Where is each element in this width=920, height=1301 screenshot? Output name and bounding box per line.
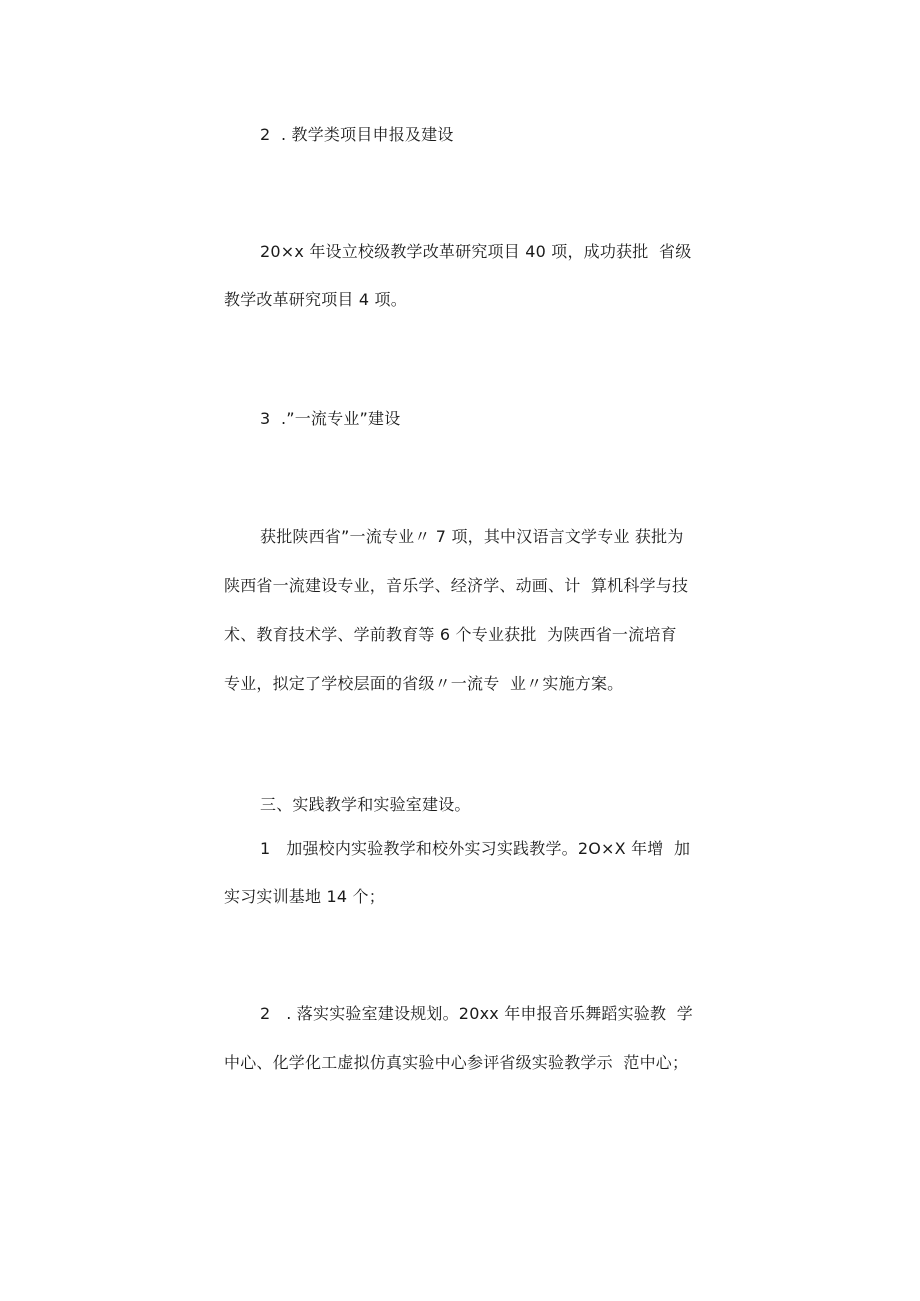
section-3-paragraph-line-2: 陕西省一流建设专业，音乐学、经济学、动画、计 算机科学与技 <box>224 576 689 595</box>
section-2-heading: 2 . 教学类项目申报及建设 <box>260 125 454 144</box>
part-3-item-2-line-2: 中心、化学化工虚拟仿真实验中心参评省级实验教学示 范中心； <box>224 1053 689 1072</box>
part-3-heading: 三、实践教学和实验室建设。 <box>260 795 471 814</box>
part-3-item-1-line-1: 1 加强校内实验教学和校外实习实践教学。2O×X 年增 加 <box>260 839 691 858</box>
section-3-paragraph-line-4: 专业，拟定了学校层面的省级〃一流专 业〃实施方案。 <box>224 674 624 693</box>
section-3-heading: 3 .”一流专业”建设 <box>260 409 401 428</box>
part-3-item-1-line-2: 实习实训基地 14 个； <box>224 887 385 906</box>
section-3-paragraph-line-1: 获批陕西省”一流专业〃 7 项，其中汉语言文学专业 获批为 <box>260 527 684 546</box>
part-3-item-2-line-1: 2 . 落实实验室建设规划。20xx 年申报音乐舞蹈实验教 学 <box>260 1004 693 1023</box>
section-2-paragraph-line-1: 20×x 年设立校级教学改革研究项目 40 项，成功获批 省级 <box>260 242 692 261</box>
section-2-paragraph-line-2: 教学改革研究项目 4 项。 <box>224 290 407 309</box>
section-3-paragraph-line-3: 术、教育技术学、学前教育等 6 个专业获批 为陕西省一流培育 <box>224 625 677 644</box>
